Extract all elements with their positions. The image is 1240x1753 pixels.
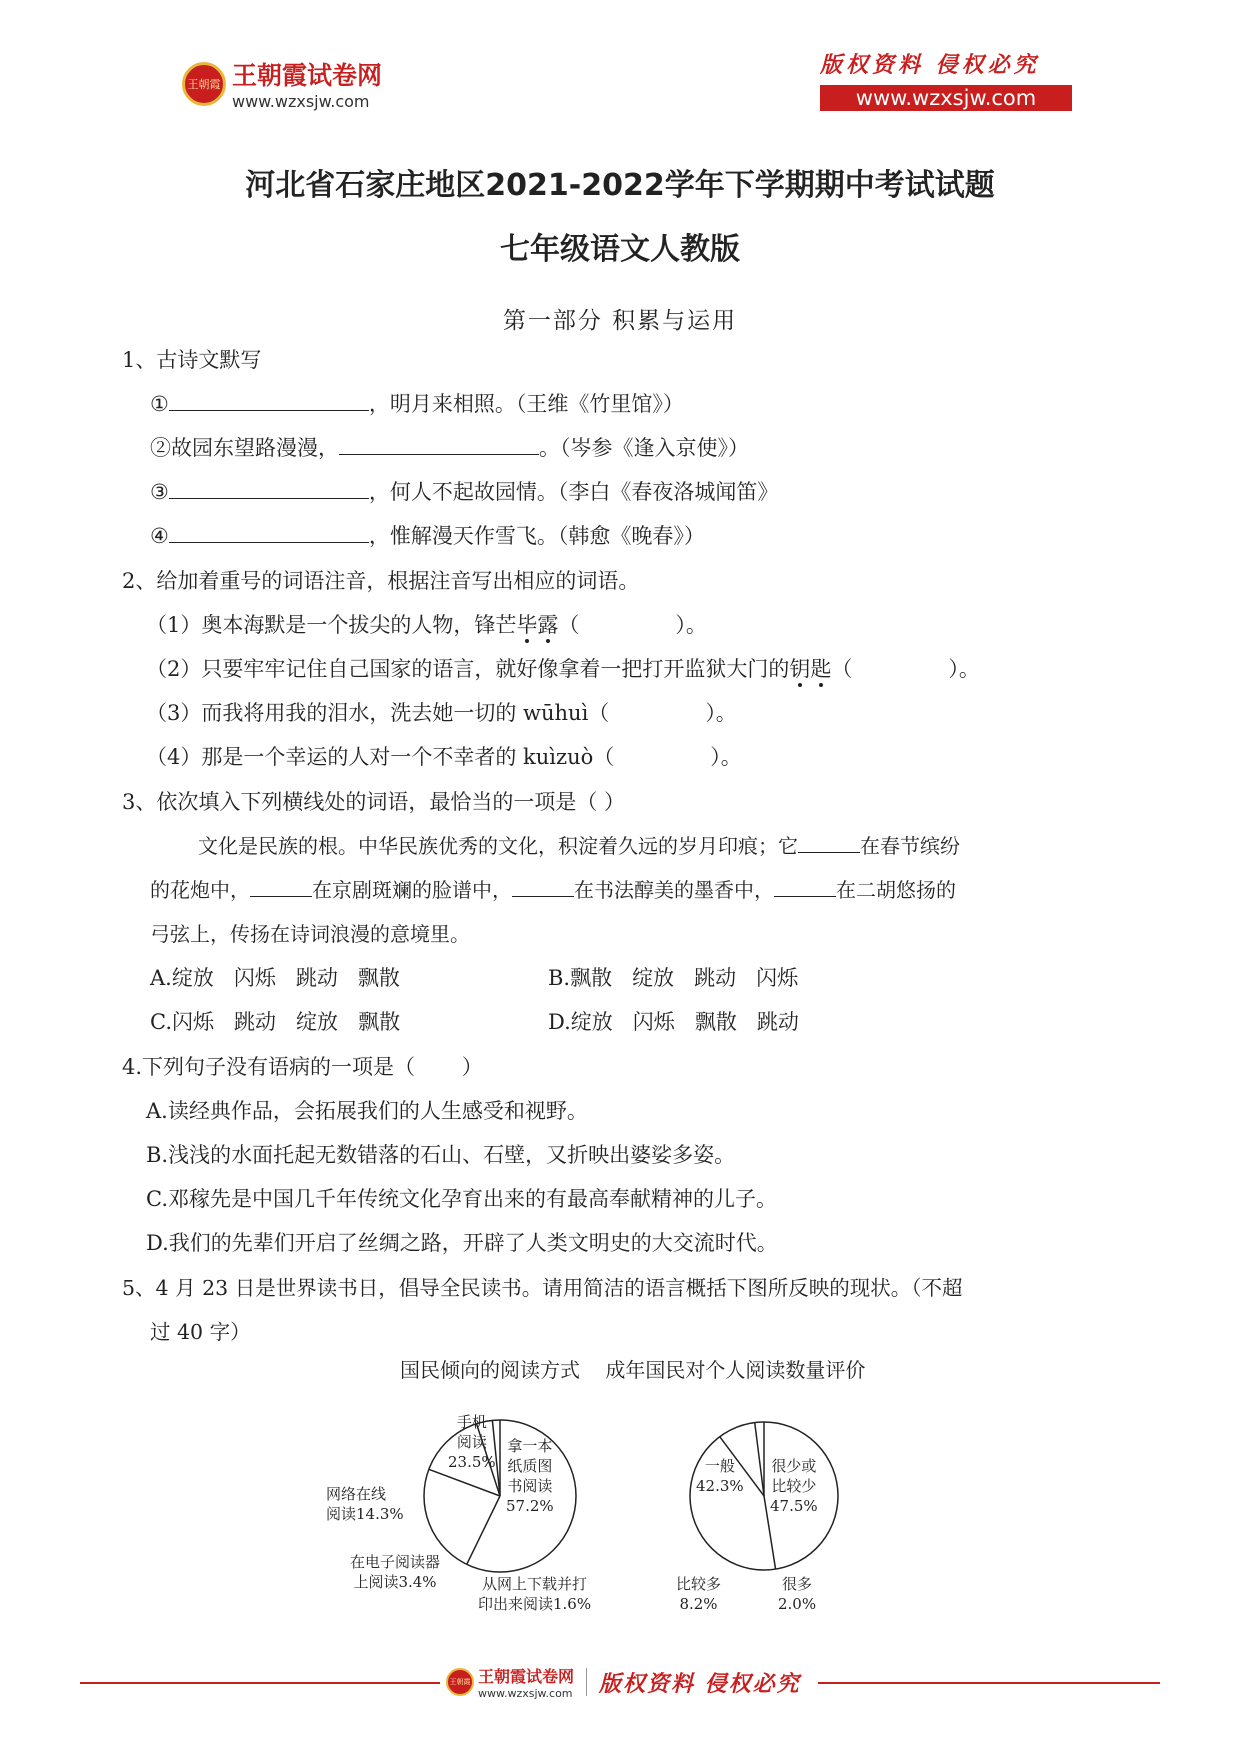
page-subtitle: 七年级语文人教版 [500, 232, 740, 267]
q2-item4: （4）那是一个幸运的人对一个不幸者的 kuìzuò（ ）。 [146, 745, 742, 769]
answer-blank[interactable] [169, 522, 369, 543]
footer-brand [446, 1664, 801, 1700]
answer-blank[interactable] [169, 390, 369, 411]
answer-blank[interactable] [339, 434, 539, 455]
pie1-label-ereader: 在电子阅读器 上阅读3.4% [350, 1553, 441, 1591]
footer-brand-url: www.wzxsjw.com [478, 1687, 573, 1700]
pie2-label-few: 很少或 比较少 47.5% [770, 1457, 818, 1515]
q2-stem: 2、给加着重号的词语注音，根据注音写出相应的词语。 [122, 569, 640, 593]
logo-emblem: 王朝霞 [182, 62, 226, 106]
q3-option-b[interactable]: B.飘散 绽放 跳动 闪烁 [548, 966, 799, 990]
q2-item1: （1）奥本海默是一个拔尖的人物，锋芒毕露（ ）。 [146, 613, 707, 637]
q3-option-a[interactable]: A.绽放 闪烁 跳动 飘散 [150, 966, 400, 990]
q3-option-d[interactable]: D.绽放 闪烁 飘散 跳动 [548, 1010, 799, 1034]
answer-blank[interactable] [614, 744, 710, 764]
pie2-label-average: 一般 42.3% [696, 1457, 744, 1495]
pie1-label-download: 从网上下载并打 印出来阅读1.6% [478, 1575, 592, 1613]
q4-option-b[interactable]: B.浅浅的水面托起无数错落的石山、石壁，又折映出婆娑多姿。 [146, 1143, 736, 1167]
chart-caption: 国民倾向的阅读方式 成年国民对个人阅读数量评价 [400, 1358, 866, 1382]
pie1-label-online: 网络在线 阅读14.3% [326, 1485, 404, 1523]
header-logo [182, 56, 382, 111]
pie1-label-paper: 拿一本 纸质图 书阅读 57.2% [506, 1437, 554, 1515]
q5-stem-line2: 过 40 字） [150, 1320, 251, 1344]
q1-line1: ① ，明月来相照。（王维《竹里馆》） [150, 392, 684, 416]
pie1-label-phone: 手机 阅读 23.5% [448, 1413, 496, 1471]
q3-passage-line2: 的花炮中， 在京剧斑斓的脸谱中， 在书法醇美的墨香中， 在二胡悠扬的 [150, 878, 956, 902]
header-url-banner: www.wzxsjw.com [820, 85, 1072, 111]
pie2-label-many: 很多 2.0% [778, 1575, 817, 1613]
pie1-slice-3 [429, 1469, 500, 1496]
q2-item2: （2）只要牢牢记住自己国家的语言，就好像拿着一把打开监狱大门的钥匙（ ）。 [146, 657, 980, 681]
q1-line4: ④ ，惟解漫天作雪飞。（韩愈《晚春》） [150, 524, 705, 548]
header-copyright [820, 48, 1072, 111]
q3-passage-line3: 弓弦上，传扬在诗词浪漫的意境里。 [150, 922, 470, 946]
q4-option-c[interactable]: C.邓稼先是中国几千年传统文化孕育出来的有最高奉献精神的儿子。 [146, 1187, 777, 1211]
footer-divider-right [818, 1682, 1160, 1684]
section-title: 第一部分 积累与运用 [502, 308, 738, 334]
answer-blank[interactable] [579, 612, 675, 632]
q2-item3: （3）而我将用我的泪水，洗去她一切的 wūhuì（ ）。 [146, 701, 737, 725]
footer-brand-name: 王朝霞试卷网 [478, 1667, 575, 1686]
page-title: 河北省石家庄地区2021-2022学年下学期期中考试试题 [245, 168, 995, 203]
answer-blank[interactable] [852, 656, 948, 676]
footer-logo-emblem: 王朝霞 [446, 1668, 474, 1696]
brand-url: www.wzxsjw.com [232, 92, 370, 111]
answer-blank[interactable] [169, 478, 369, 499]
q4-stem: 4.下列句子没有语病的一项是（ ） [122, 1055, 483, 1079]
q4-option-a[interactable]: A.读经典作品，会拓展我们的人生感受和视野。 [146, 1099, 588, 1123]
footer-copyright: 版权资料 侵权必究 [599, 1670, 801, 1697]
q4-option-d[interactable]: D.我们的先辈们开启了丝绸之路，开辟了人类文明史的大交流时代。 [146, 1231, 778, 1255]
q3-stem: 3、依次填入下列横线处的词语，最恰当的一项是（ ） [122, 790, 626, 814]
answer-blank[interactable] [250, 876, 312, 897]
q1-line2: ②故园东望路漫漫， 。（岑参《逢入京使》） [150, 436, 749, 460]
footer-divider-left [80, 1682, 440, 1684]
answer-blank[interactable] [609, 700, 705, 720]
answer-blank[interactable] [512, 876, 574, 897]
copyright-text: 版权资料 侵权必究 [820, 52, 1040, 78]
q3-passage-line1: 文化是民族的根。中华民族优秀的文化，积淀着久远的岁月印痕；它 在春节缤纷 [198, 834, 960, 858]
brand-name: 王朝霞试卷网 [232, 61, 383, 90]
q3-option-c[interactable]: C.闪烁 跳动 绽放 飘散 [150, 1010, 401, 1034]
q5-stem-line1: 5、4 月 23 日是世界读书日，倡导全民读书。请用简洁的语言概括下图所反映的现状。（不超 [122, 1276, 963, 1300]
pie1-slice-2 [467, 1496, 500, 1564]
q1-line3: ③ ，何人不起故园情。（李白《春夜洛城闻笛》 [150, 480, 779, 504]
answer-blank[interactable] [798, 832, 860, 853]
q1-stem: 1、古诗文默写 [122, 348, 262, 372]
pie2-label-more: 比较多 8.2% [676, 1575, 722, 1613]
footer-separator [586, 1668, 587, 1696]
answer-blank[interactable] [774, 876, 836, 897]
